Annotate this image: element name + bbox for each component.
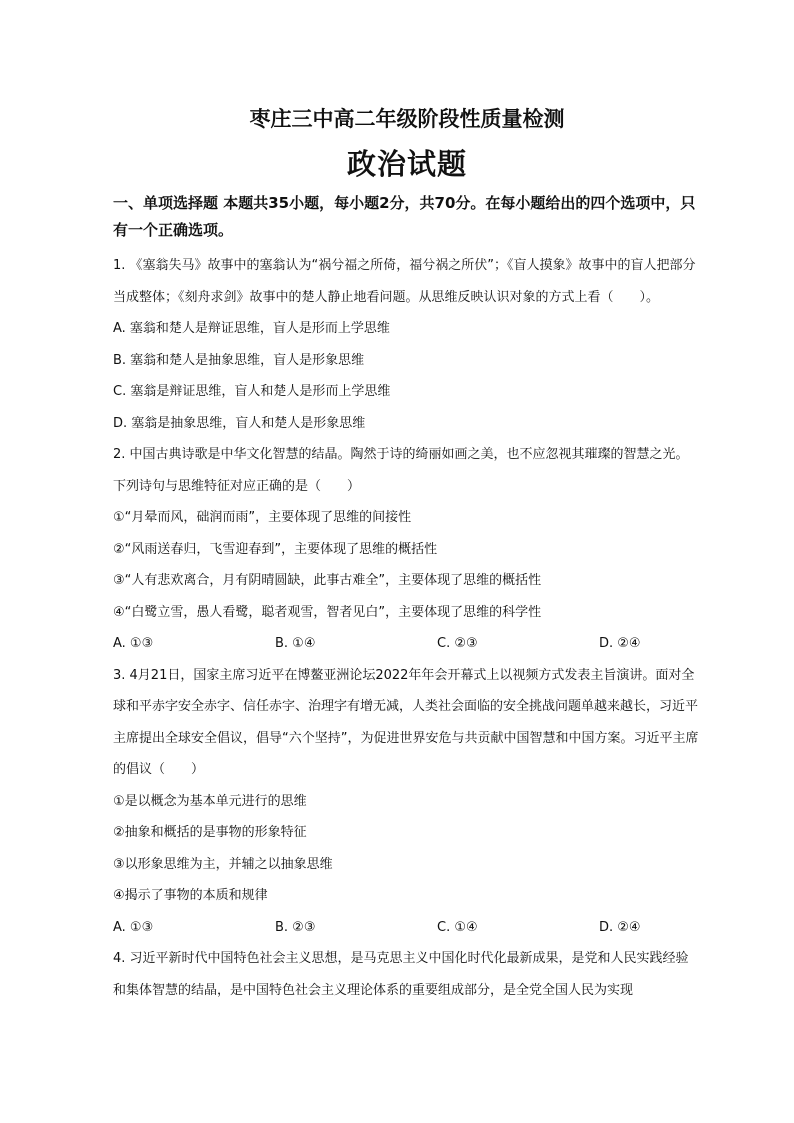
question-3-option-d: D. ②④ bbox=[599, 919, 641, 935]
question-1 bbox=[113, 250, 701, 439]
question-2-option-d: D. ②④ bbox=[599, 636, 641, 651]
school-title: 枣庄三中高二年级阶段性质量检测 bbox=[249, 106, 565, 131]
question-3-options bbox=[113, 912, 701, 944]
question-2-option-c: C. ②③ bbox=[437, 636, 478, 651]
question-2-options bbox=[113, 628, 701, 660]
question-3-option-c: C. ①④ bbox=[437, 919, 478, 935]
question-2-item-3: ③“人有悲欢离合，月有阴晴圆缺，此事古难全”，主要体现了思维的概括性 bbox=[113, 573, 542, 588]
question-2-item-1: ①“月晕而风，础润而雨”，主要体现了思维的间接性 bbox=[113, 510, 412, 525]
question-1-stem: 1. 《塞翁失马》故事中的塞翁认为“祸兮福之所倚，福兮祸之所伏”；《盲人摸象》故事中的盲人把部分当成整体；《刻舟求剑》故事中的楚人静止地看问题。从思维反映认识对象的方式上看（ ）。 bbox=[113, 258, 696, 305]
question-1-option-a: A. 塞翁和楚人是辩证思维，盲人是形而上学思维 bbox=[113, 321, 390, 336]
question-2-stem: 2. 中国古典诗歌是中华文化智慧的结晶。陶然于诗的绮丽如画之美，也不应忽视其璀璨的智慧之光。下列诗句与思维特征对应正确的是（ ） bbox=[113, 447, 689, 494]
question-2 bbox=[113, 439, 701, 660]
question-3-option-a: A. ①③ bbox=[113, 919, 154, 935]
subject-title: 政治试题 bbox=[346, 147, 467, 181]
section-heading: 一、单项选择题 本题共35小题，每小题2分，共70分。在每小题给出的四个选项中，只有一个正确选项。 bbox=[113, 194, 696, 239]
question-3-item-3: ③以形象思维为主，并辅之以抽象思维 bbox=[113, 856, 333, 872]
question-2-item-4: ④“白鹭立雪，愚人看鹭，聪者观雪，智者见白”，主要体现了思维的科学性 bbox=[113, 604, 542, 620]
question-4-stem: 4. 习近平新时代中国特色社会主义思想，是马克思主义中国化时代化最新成果，是党和人民实践经验和集体智慧的结晶，是中国特色社会主义理论体系的重要组成部分，是全党全国人民为实现 bbox=[113, 951, 689, 998]
question-2-option-a: A. ①③ bbox=[113, 636, 154, 651]
question-3-stem: 3. 4月21日，国家主席习近平在博鳌亚洲论坛2022年年会开幕式上以视频方式发表主旨演讲。面对全球和平赤字安全赤字、信任赤字、治理字有增无减，人类社会面临的安全挑战问题单越来越长，习近平主席提出全球安全倡议，倡导“六个坚持”，为促进世界安危与共贡献中国智慧和中国方案。习近平主席的倡议（ ） bbox=[113, 667, 699, 777]
question-1-option-c: C. 塞翁是辩证思维，盲人和楚人是形而上学思维 bbox=[113, 384, 391, 399]
question-2-item-2: ②“风雨送春归，飞雪迎春到”，主要体现了思维的概括性 bbox=[113, 541, 438, 557]
question-1-option-b: B. 塞翁和楚人是抽象思维，盲人是形象思维 bbox=[113, 352, 365, 368]
question-3-option-b: B. ②③ bbox=[275, 919, 316, 935]
question-2-option-b: B. ①④ bbox=[275, 636, 316, 651]
question-3 bbox=[113, 660, 701, 944]
question-3-item-4: ④揭示了事物的本质和规律 bbox=[113, 888, 268, 903]
question-1-option-d: D. 塞翁是抽象思维，盲人和楚人是形象思维 bbox=[113, 415, 366, 431]
question-3-item-2: ②抽象和概括的是事物的形象特征 bbox=[113, 825, 307, 840]
question-4 bbox=[113, 943, 701, 1006]
question-3-item-1: ①是以概念为基本单元进行的思维 bbox=[113, 793, 307, 809]
